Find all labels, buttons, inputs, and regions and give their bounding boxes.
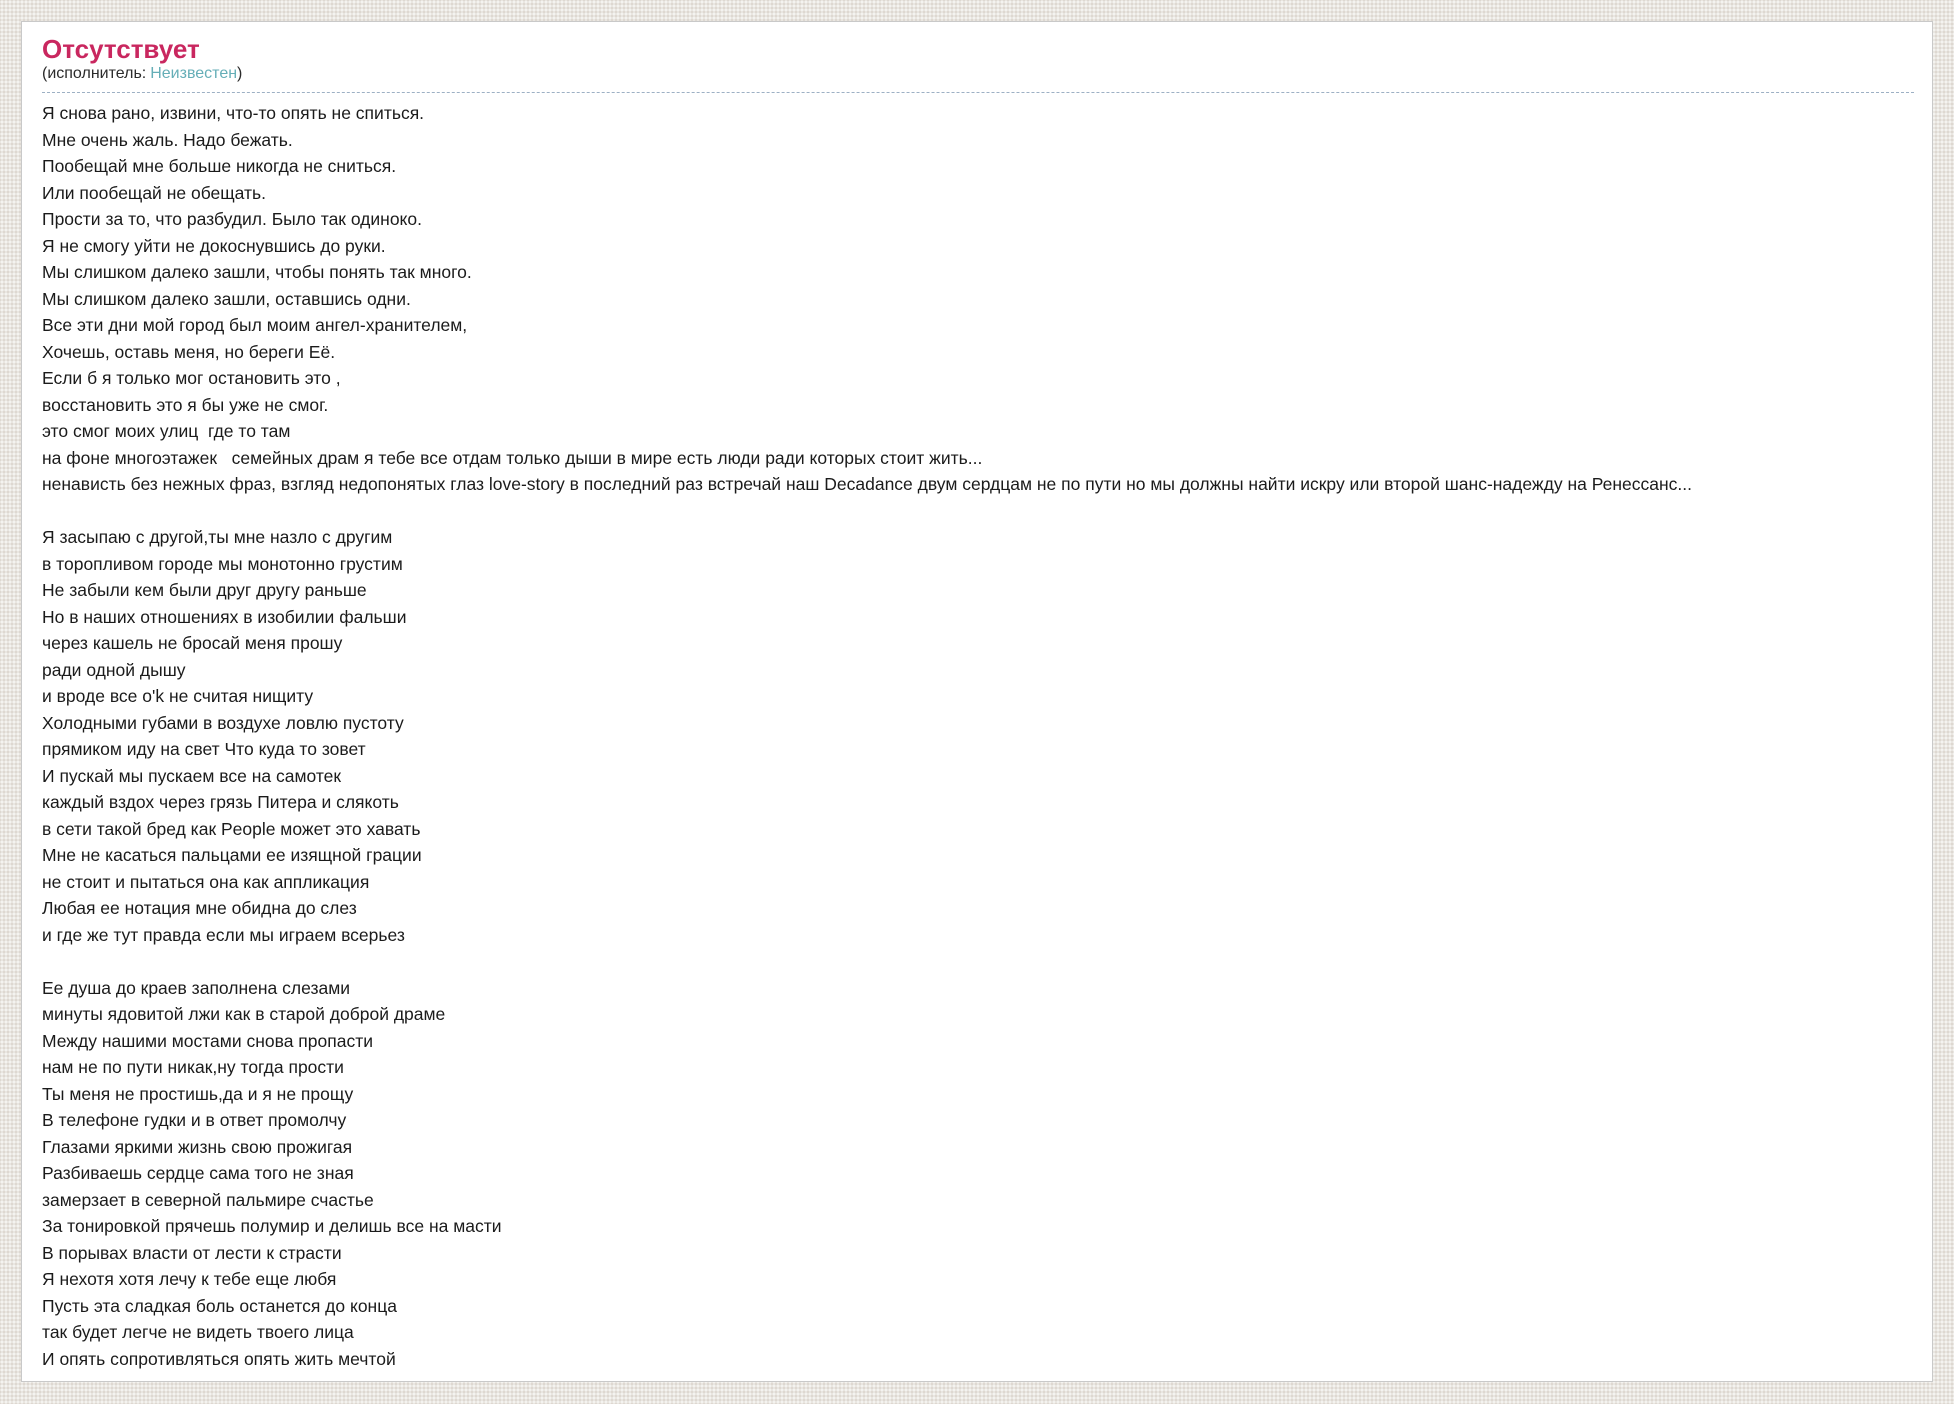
lyric-line: Я не смогу уйти не докоснувшись до руки. bbox=[42, 235, 386, 256]
lyric-line: и вроде все o'k не считая нищиту bbox=[42, 686, 314, 706]
page-title: Отсутствует bbox=[42, 34, 200, 64]
lyric-line: Пусть эта сладкая боль останется до конца bbox=[42, 1295, 397, 1316]
lyric-line: минуты ядовитой лжи как в старой доброй драме bbox=[42, 1004, 446, 1024]
lyric-line: Все эти дни мой город был моим ангел-хранителем, bbox=[42, 315, 468, 335]
lyric-line: Хочешь, оставь меня, но береги Её. bbox=[42, 341, 336, 362]
lyric-line: Между нашими мостами снова пропасти bbox=[42, 1030, 373, 1051]
lyric-line: И опять сопротивляться опять жить мечтой bbox=[42, 1348, 396, 1369]
stanza bbox=[42, 975, 1914, 1373]
lyric-line: Мне очень жаль. Надо бежать. bbox=[42, 129, 293, 150]
lyric-line: Я засыпаю с другой,ты мне назло с другим bbox=[42, 527, 393, 547]
lyric-line: Глазами яркими жизнь свою прожигая bbox=[42, 1136, 353, 1157]
lyric-line: в торопливом городе мы монотонно грустим bbox=[42, 553, 403, 574]
lyric-line: В порывах власти от лести к страсти bbox=[42, 1242, 342, 1263]
lyric-line: Прости за то, что разбудил. Было так одиноко. bbox=[42, 209, 423, 229]
lyric-line: Я нехотя хотя лечу к тебе еще любя bbox=[42, 1269, 337, 1289]
stanza bbox=[42, 524, 1914, 948]
lyric-line: на фоне многоэтажек семейных драм я тебе все отдам только дыши в мире есть люди ради которых стоит жить... bbox=[42, 447, 983, 468]
lyric-line: Мы слишком далеко зашли, чтобы понять так много. bbox=[42, 262, 472, 282]
lyric-line: ради одной дышу bbox=[42, 659, 186, 680]
lyric-line: нам не по пути никак,ну тогда прости bbox=[42, 1057, 344, 1077]
lyric-line: это смог моих улиц где то там bbox=[42, 421, 291, 441]
lyric-line: Но в наших отношениях в изобилии фальши bbox=[42, 606, 407, 627]
lyric-line: Любая ее нотация мне обидна до слез bbox=[42, 898, 357, 918]
lyric-line: Мы слишком далеко зашли, оставшись одни. bbox=[42, 288, 411, 309]
lyric-line: Разбиваешь сердце сама того не зная bbox=[42, 1163, 354, 1183]
lyric-line: Мне не касаться пальцами ее изящной грации bbox=[42, 845, 422, 865]
lyric-line: И пускай мы пускаем все на самотек bbox=[42, 765, 342, 786]
lyric-line: Не забыли кем были друг другу раньше bbox=[42, 580, 367, 600]
lyric-line: ненависть без нежных фраз, взгляд недопонятых глаз love-story в последний раз встречай наш Decadance двум сердцам не по пути но мы должны найти искру или второй шанс-надежду на Ренессанс... bbox=[42, 474, 1692, 494]
lyric-line: За тонировкой прячешь полумир и делишь все на масти bbox=[42, 1216, 502, 1236]
artist-line bbox=[42, 64, 1914, 93]
lyric-line: и где же тут правда если мы играем всерьез bbox=[42, 924, 405, 945]
lyric-line: не стоит и пытаться она как аппликация bbox=[42, 871, 370, 892]
lyric-line: Я снова рано, извини, что-то опять не спиться. bbox=[42, 103, 425, 123]
lyric-line: Ты меня не простишь,да и я не прощу bbox=[42, 1083, 354, 1104]
lyric-line: так будет легче не видеть твоего лица bbox=[42, 1322, 354, 1342]
lyrics-card bbox=[21, 21, 1933, 1382]
artist-label: (исполнитель: bbox=[42, 65, 147, 82]
lyric-line: Если б я только мог остановить это , bbox=[42, 368, 341, 388]
lyric-line: Ее душа до краев заполнена слезами bbox=[42, 977, 351, 998]
artist-suffix: ) bbox=[237, 65, 243, 82]
lyric-line: через кашель не бросай меня прошу bbox=[42, 633, 343, 653]
lyric-line: восстановить это я бы уже не смог. bbox=[42, 394, 329, 415]
lyric-line: замерзает в северной пальмире счастье bbox=[42, 1189, 374, 1210]
lyric-line: В телефоне гудки и в ответ промолчу bbox=[42, 1110, 347, 1130]
lyric-line: в сети такой бред как People может это хавать bbox=[42, 818, 421, 839]
lyric-line: прямиком иду на свет Что куда то зовет bbox=[42, 739, 366, 759]
lyric-line: Пообещай мне больше никогда не сниться. bbox=[42, 156, 397, 176]
lyric-line: каждый вздох через грязь Питера и слякоть bbox=[42, 792, 399, 812]
lyric-line: Или пообещай не обещать. bbox=[42, 182, 266, 203]
lyric-line: Холодными губами в воздухе ловлю пустоту bbox=[42, 712, 404, 733]
stanza bbox=[42, 100, 1914, 498]
artist-link[interactable]: Неизвестен bbox=[150, 65, 238, 82]
lyrics bbox=[42, 100, 1914, 1372]
